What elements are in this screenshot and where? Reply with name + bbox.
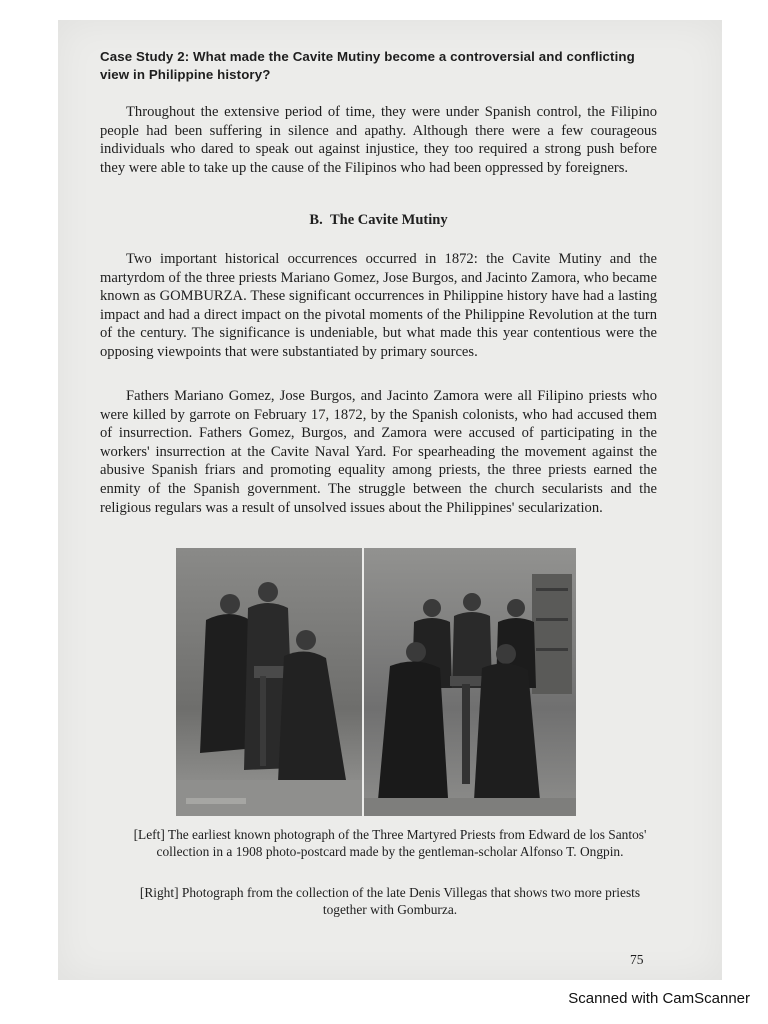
page-number: 75 (630, 952, 644, 967)
five-priests-photo (364, 548, 576, 816)
right-photo-caption: [Right] Photograph from the collection of the late Denis Villegas that shows two more priests together with Gomburza. (139, 885, 641, 917)
photographs (176, 548, 576, 816)
three-priests-photo (176, 548, 362, 816)
section-heading: B. The Cavite Mutiny (309, 212, 448, 228)
intro-paragraph: Throughout the extensive period of time, they were under Spanish control, the Filipino people had been suffering in silence and apathy. Although there were a few courageous individuals who dared to speak out against injustice, they too required a strong push before they were able to take up the cause of the Filipinos who had been oppressed by foreigners. (100, 104, 657, 176)
case-study-heading: Case Study 2: What made the Cavite Mutiny become a controversial and conflicting view in Philippine history? (100, 49, 635, 82)
left-photo-caption: [Left] The earliest known photograph of the Three Martyred Priests from Edward de los Santos' collection in a 1908 photo-postcard made by the gentleman-scholar Alfonso T. Ongpin. (133, 827, 647, 859)
camscanner-watermark: Scanned with CamScanner (568, 990, 750, 1007)
martyred-priests-paragraph: Fathers Mariano Gomez, Jose Burgos, and Jacinto Zamora were all Filipino priests who were killed by garrote on February 17, 1872, by the Spanish colonists, who had accused them of insurrection. Fathers Gomez, Burgos, and Zamora were accused of participating in the workers' insurrection at the Cavite Naval Yard. For spearheading the movement against the abusive Spanish friars and promoting equality among priests, the three priests earned the enmity of the Spanish government. The struggle between the church secularists and the religious regulars was a result of unsolved issues about the Philippines' secularization. (100, 388, 657, 516)
historical-occurrences-paragraph: Two important historical occurrences occurred in 1872: the Cavite Mutiny and the martyrdom of the three priests Mariano Gomez, Jose Burgos, and Jacinto Zamora, who became known as GOMBURZA. These significant occurrences in Philippine history have had a lasting impact and had a direct impact on the pivotal moments of the Philippine Revolution at the turn of the century. The significance is undeniable, but what made this year contentious were the opposing viewpoints that were substantiated by primary sources. (100, 251, 657, 360)
